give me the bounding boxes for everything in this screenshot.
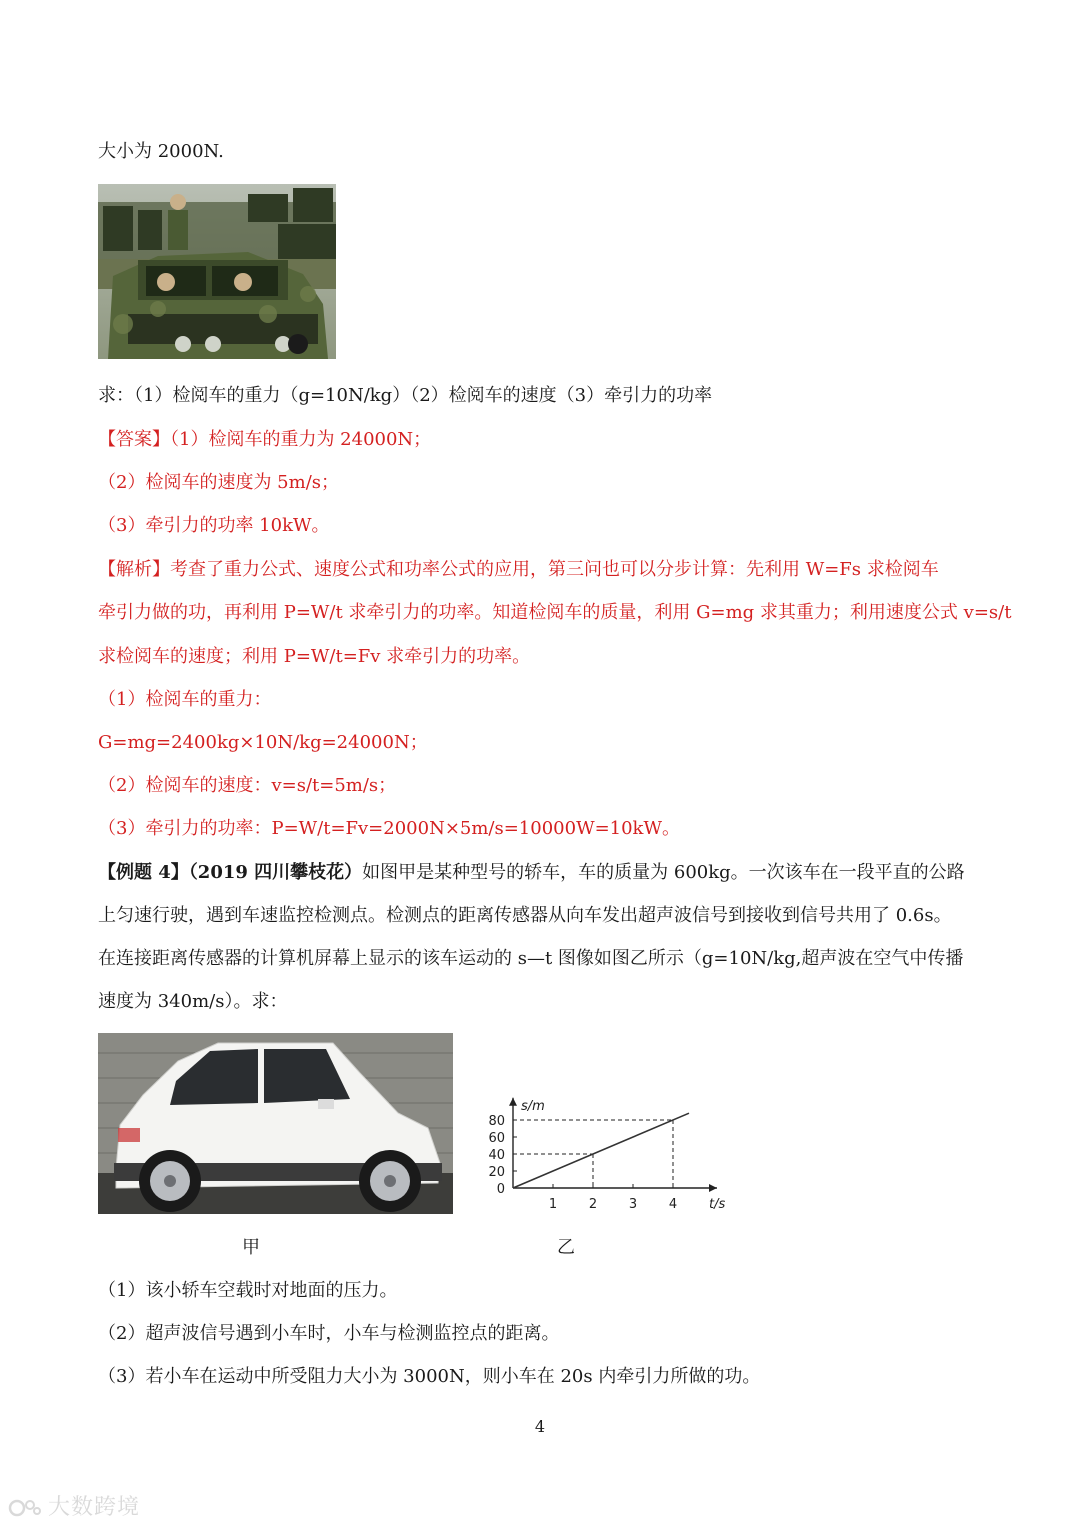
page-number: 4 (534, 1417, 546, 1436)
y-axis-arrow (509, 1098, 517, 1106)
caption-jia: 甲 (242, 1237, 260, 1258)
answer-tag: 【答案】 (98, 429, 170, 450)
x-tick-label: 2 (588, 1197, 598, 1212)
example-text-1: 如图甲是某种型号的轿车，车的质量为 600kg。一次该车在一段平直的公路 (362, 862, 965, 883)
analysis-line-1 (98, 558, 939, 582)
series-line (513, 1113, 689, 1188)
question-item-1: （1）该小轿车空载时对地面的压力。 (98, 1280, 398, 1301)
caption-yi: 乙 (557, 1237, 575, 1258)
answer-line-1 (98, 428, 431, 452)
answer-line-3: （3）牵引力的功率 10kW。 (98, 515, 330, 536)
solution-line-2: G=mg=2400kg×10N/kg=24000N； (98, 732, 428, 753)
question-item-3: （3）若小车在运动中所受阻力大小为 3000N，则小车在 20s 内牵引力所做的功。 (98, 1366, 761, 1387)
watermark-text: 大数跨境 (48, 1495, 141, 1520)
review-vehicle-photo (98, 184, 336, 359)
sedan-image (98, 1033, 453, 1214)
y-tick-label: 60 (488, 1131, 505, 1146)
example-line-1 (98, 861, 965, 885)
question-line: 求：（1）检阅车的重力（g=10N/kg）（2）检阅车的速度（3）牵引力的功率 (98, 385, 713, 406)
answer-line-2: （2）检阅车的速度为 5m/s； (98, 472, 339, 493)
x-tick-label: 1 (548, 1197, 558, 1212)
solution-line-1: （1）检阅车的重力： (98, 689, 272, 710)
st-chart-svg (465, 1030, 725, 1220)
question-item-2: （2）超声波信号遇到小车时，小车与检测监控点的距离。 (98, 1323, 560, 1344)
x-tick-label: 4 (668, 1197, 678, 1212)
analysis-line-2: 牵引力做的功，再利用 P=W/t 求牵引力的功率。知道检阅车的质量，利用 G=mg 求其重力；利用速度公式 v=s/t (98, 602, 1012, 623)
watermark-logo-icon (8, 1497, 42, 1519)
solution-line-3: （2）检阅车的速度：v=s/t=5m/s； (98, 775, 397, 796)
x-axis-label: t/s (709, 1197, 725, 1212)
y-axis-label: s/m (521, 1098, 545, 1114)
x-tick-label: 3 (628, 1197, 638, 1212)
solution-line-4: （3）牵引力的功率：P=W/t=Fv=2000N×5m/s=10000W=10kW。 (98, 818, 680, 839)
analysis-tag: 【解析】 (98, 559, 170, 580)
watermark (8, 1490, 140, 1521)
sedan-photo (98, 1033, 453, 1214)
y-tick-label: 0 (496, 1182, 505, 1197)
y-tick-label: 80 (488, 1114, 505, 1129)
example-line-4: 速度为 340m/s）。求： (98, 991, 288, 1012)
y-tick-label: 40 (488, 1148, 505, 1163)
y-tick-label: 20 (488, 1165, 505, 1180)
st-chart (465, 1030, 725, 1220)
x-axis-arrow (709, 1184, 717, 1192)
answer-1: （1）检阅车的重力为 24000N； (170, 429, 432, 450)
example-line-2: 上匀速行驶，遇到车速监控检测点。检测点的距离传感器从向车发出超声波信号到接收到信号共用了 0.6s。 (98, 905, 952, 926)
review-vehicle-image (98, 184, 336, 359)
example-line-3: 在连接距离传感器的计算机屏幕上显示的该车运动的 s—t 图像如图乙所示（g=10N/kg,超声波在空气中传播 (98, 948, 964, 969)
analysis-text-1: 考查了重力公式、速度公式和功率公式的应用，第三问也可以分步计算：先利用 W=Fs 求检阅车 (170, 559, 939, 580)
analysis-line-3: 求检阅车的速度；利用 P=W/t=Fv 求牵引力的功率。 (98, 646, 531, 667)
example-source: （2019 四川攀枝花） (188, 862, 363, 883)
text-line-top: 大小为 2000N. (98, 141, 224, 162)
example-tag: 【例题 4】 (98, 862, 189, 883)
